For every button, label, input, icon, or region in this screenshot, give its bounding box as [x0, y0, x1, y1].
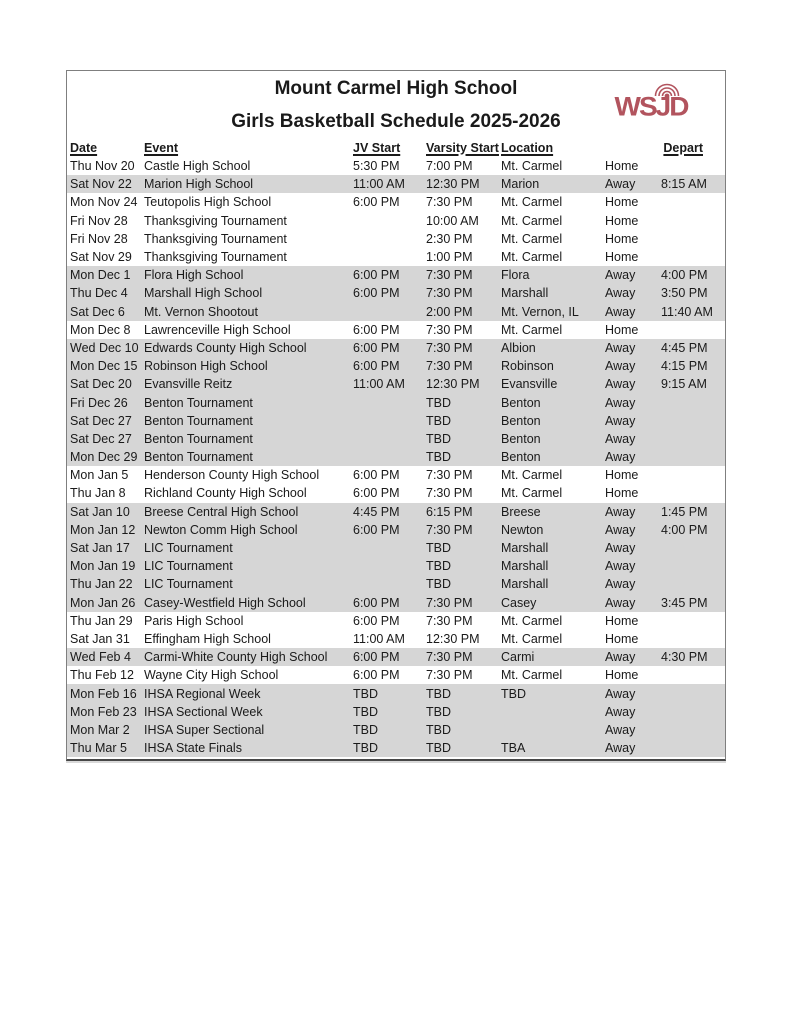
- cell-varsity-start: TBD: [426, 413, 451, 428]
- cell-home-away: Away: [605, 304, 636, 319]
- cell-event: Marion High School: [144, 177, 254, 192]
- cell-date: Sat Dec 27: [70, 431, 132, 446]
- table-row: [67, 357, 725, 375]
- cell-event: Benton Tournament: [144, 395, 253, 410]
- cell-location: Marion: [501, 177, 540, 192]
- cell-event: Paris High School: [144, 613, 244, 628]
- cell-home-away: Away: [605, 704, 636, 719]
- cell-location: Mt. Vernon, IL: [501, 304, 579, 319]
- cell-date: Thu Feb 12: [70, 668, 134, 683]
- cell-jv-start: 6:00 PM: [353, 322, 400, 337]
- cell-location: Mt. Carmel: [501, 159, 563, 174]
- table-row: [67, 248, 725, 266]
- cell-depart: 8:15 AM: [661, 177, 707, 192]
- cell-depart: 4:15 PM: [661, 359, 708, 374]
- cell-varsity-start: 2:30 PM: [426, 231, 473, 246]
- table-row: [67, 175, 725, 193]
- cell-home-away: Away: [605, 577, 636, 592]
- cell-location: Marshall: [501, 286, 549, 301]
- cell-varsity-start: TBD: [426, 686, 451, 701]
- cell-depart: 9:15 AM: [661, 377, 707, 392]
- cell-location: Mt. Carmel: [501, 213, 563, 228]
- cell-home-away: Home: [605, 668, 639, 683]
- cell-date: Wed Dec 10: [70, 340, 139, 355]
- logo-station-text: WSJD: [614, 91, 688, 122]
- cell-varsity-start: 7:30 PM: [426, 668, 473, 683]
- cell-date: Mon Dec 15: [70, 359, 138, 374]
- cell-jv-start: 6:00 PM: [353, 286, 400, 301]
- table-row: [67, 430, 725, 448]
- cell-event: Edwards County High School: [144, 340, 307, 355]
- cell-home-away: Away: [605, 541, 636, 556]
- cell-event: Casey-Westfield High School: [144, 595, 306, 610]
- cell-location: Marshall: [501, 559, 549, 574]
- cell-event: LIC Tournament: [144, 559, 233, 574]
- cell-jv-start: 6:00 PM: [353, 522, 400, 537]
- cell-date: Thu Mar 5: [70, 741, 127, 756]
- cell-varsity-start: 1:00 PM: [426, 250, 473, 265]
- cell-location: Newton: [501, 522, 544, 537]
- cell-jv-start: 6:00 PM: [353, 340, 400, 355]
- column-header-location: Location: [501, 140, 554, 155]
- cell-date: Mon Jan 26: [70, 595, 136, 610]
- cell-home-away: Home: [605, 213, 639, 228]
- cell-event: Breese Central High School: [144, 504, 299, 519]
- cell-home-away: Away: [605, 340, 636, 355]
- cell-home-away: Away: [605, 559, 636, 574]
- table-row: [67, 503, 725, 521]
- table-header: [67, 138, 725, 157]
- table-row: [67, 466, 725, 484]
- cell-home-away: Home: [605, 486, 639, 501]
- cell-date: Sat Dec 20: [70, 377, 132, 392]
- cell-location: Mt. Carmel: [501, 613, 563, 628]
- cell-varsity-start: TBD: [426, 450, 451, 465]
- table-row: [67, 630, 725, 648]
- schedule-title: Girls Basketball Schedule 2025-2026: [231, 111, 561, 132]
- cell-location: TBA: [501, 741, 526, 756]
- cell-jv-start: 6:00 PM: [353, 650, 400, 665]
- cell-home-away: Away: [605, 741, 636, 756]
- cell-location: Mt. Carmel: [501, 668, 563, 683]
- cell-home-away: Away: [605, 522, 636, 537]
- cell-jv-start: 11:00 AM: [353, 177, 405, 192]
- table-row: [67, 703, 725, 721]
- table-row: [67, 412, 725, 430]
- table-row: [67, 521, 725, 539]
- cell-date: Mon Jan 5: [70, 468, 129, 483]
- cell-event: Wayne City High School: [144, 668, 279, 683]
- cell-location: Flora: [501, 268, 530, 283]
- cell-date: Mon Feb 16: [70, 686, 137, 701]
- cell-event: Benton Tournament: [144, 450, 253, 465]
- school-title: Mount Carmel High School: [274, 78, 518, 99]
- table-row: [67, 230, 725, 248]
- cell-home-away: Home: [605, 631, 639, 646]
- cell-event: Lawrenceville High School: [144, 322, 291, 337]
- cell-varsity-start: 6:15 PM: [426, 504, 473, 519]
- cell-event: Effingham High School: [144, 631, 271, 646]
- cell-home-away: Home: [605, 613, 639, 628]
- table-row: [67, 684, 725, 702]
- cell-date: Sat Nov 29: [70, 250, 132, 265]
- cell-date: Fri Dec 26: [70, 395, 128, 410]
- cell-varsity-start: 10:00 AM: [426, 213, 479, 228]
- cell-date: Mon Dec 29: [70, 450, 138, 465]
- cell-jv-start: 6:00 PM: [353, 359, 400, 374]
- cell-depart: 11:40 AM: [661, 304, 713, 319]
- cell-event: Marshall High School: [144, 286, 263, 301]
- cell-home-away: Away: [605, 450, 636, 465]
- cell-event: LIC Tournament: [144, 577, 233, 592]
- cell-varsity-start: 7:30 PM: [426, 340, 473, 355]
- cell-jv-start: 5:30 PM: [353, 159, 400, 174]
- cell-depart: 1:45 PM: [661, 504, 708, 519]
- cell-varsity-start: TBD: [426, 559, 451, 574]
- cell-date: Thu Nov 20: [70, 159, 135, 174]
- cell-depart: 3:45 PM: [661, 595, 708, 610]
- table-row: [67, 557, 725, 575]
- cell-event: Flora High School: [144, 268, 244, 283]
- cell-jv-start: 6:00 PM: [353, 468, 400, 483]
- table-row: [67, 648, 725, 666]
- cell-jv-start: 6:00 PM: [353, 668, 400, 683]
- cell-varsity-start: TBD: [426, 541, 451, 556]
- schedule-document: [66, 70, 726, 761]
- cell-jv-start: TBD: [353, 722, 378, 737]
- table-row: [67, 612, 725, 630]
- table-row: [67, 594, 725, 612]
- cell-date: Fri Nov 28: [70, 213, 128, 228]
- cell-home-away: Away: [605, 595, 636, 610]
- table-row: [67, 484, 725, 502]
- cell-date: Mon Jan 19: [70, 559, 136, 574]
- cell-home-away: Away: [605, 359, 636, 374]
- cell-event: Carmi-White County High School: [144, 650, 328, 665]
- cell-home-away: Away: [605, 650, 636, 665]
- cell-event: IHSA State Finals: [144, 741, 242, 756]
- cell-varsity-start: TBD: [426, 577, 451, 592]
- cell-date: Sat Jan 10: [70, 504, 130, 519]
- cell-location: TBD: [501, 686, 526, 701]
- cell-varsity-start: 7:30 PM: [426, 613, 473, 628]
- cell-home-away: Home: [605, 159, 639, 174]
- table-row: [67, 393, 725, 411]
- table-row: [67, 575, 725, 593]
- cell-varsity-start: 12:30 PM: [426, 631, 480, 646]
- cell-home-away: Away: [605, 504, 636, 519]
- cell-home-away: Away: [605, 413, 636, 428]
- cell-date: Mon Mar 2: [70, 722, 130, 737]
- cell-event: Teutopolis High School: [144, 195, 272, 210]
- cell-event: Mt. Vernon Shootout: [144, 304, 258, 319]
- cell-varsity-start: 7:30 PM: [426, 522, 473, 537]
- cell-location: Carmi: [501, 650, 535, 665]
- cell-varsity-start: 7:30 PM: [426, 286, 473, 301]
- cell-home-away: Home: [605, 231, 639, 246]
- cell-event: Richland County High School: [144, 486, 307, 501]
- table-row: [67, 212, 725, 230]
- cell-home-away: Away: [605, 286, 636, 301]
- table-row: [67, 375, 725, 393]
- cell-home-away: Home: [605, 250, 639, 265]
- cell-event: Thanksgiving Tournament: [144, 250, 287, 265]
- cell-location: Marshall: [501, 577, 549, 592]
- wsjd-logo: [601, 81, 701, 139]
- cell-location: Mt. Carmel: [501, 195, 563, 210]
- cell-event: Newton Comm High School: [144, 522, 298, 537]
- cell-jv-start: 6:00 PM: [353, 486, 400, 501]
- cell-location: Benton: [501, 431, 541, 446]
- cell-date: Thu Jan 22: [70, 577, 133, 592]
- cell-location: Breese: [501, 504, 541, 519]
- cell-home-away: Away: [605, 686, 636, 701]
- cell-varsity-start: 12:30 PM: [426, 377, 480, 392]
- cell-varsity-start: 7:30 PM: [426, 195, 473, 210]
- table-row: [67, 539, 725, 557]
- cell-jv-start: TBD: [353, 704, 378, 719]
- cell-depart: 3:50 PM: [661, 286, 708, 301]
- cell-depart: 4:00 PM: [661, 268, 708, 283]
- cell-event: Henderson County High School: [144, 468, 320, 483]
- table-row: [67, 157, 725, 175]
- cell-date: Thu Jan 8: [70, 486, 126, 501]
- cell-location: Mt. Carmel: [501, 631, 563, 646]
- cell-home-away: Away: [605, 722, 636, 737]
- cell-home-away: Away: [605, 177, 636, 192]
- cell-jv-start: 11:00 AM: [353, 377, 405, 392]
- cell-event: Castle High School: [144, 159, 251, 174]
- cell-event: Benton Tournament: [144, 431, 253, 446]
- column-header-date: Date: [70, 140, 98, 155]
- table-row: [67, 284, 725, 302]
- cell-location: Mt. Carmel: [501, 322, 563, 337]
- cell-date: Sat Dec 6: [70, 304, 125, 319]
- cell-varsity-start: TBD: [426, 395, 451, 410]
- cell-jv-start: 6:00 PM: [353, 195, 400, 210]
- cell-location: Casey: [501, 595, 537, 610]
- cell-location: Albion: [501, 340, 536, 355]
- cell-date: Sat Nov 22: [70, 177, 132, 192]
- cell-varsity-start: 2:00 PM: [426, 304, 473, 319]
- cell-location: Mt. Carmel: [501, 468, 563, 483]
- cell-depart: 4:45 PM: [661, 340, 708, 355]
- cell-date: Thu Dec 4: [70, 286, 128, 301]
- cell-varsity-start: 7:30 PM: [426, 650, 473, 665]
- cell-date: Sat Jan 17: [70, 541, 130, 556]
- cell-depart: 4:30 PM: [661, 650, 708, 665]
- cell-varsity-start: TBD: [426, 741, 451, 756]
- cell-date: Mon Nov 24: [70, 195, 138, 210]
- cell-location: Marshall: [501, 541, 549, 556]
- cell-date: Mon Feb 23: [70, 704, 137, 719]
- cell-varsity-start: 7:30 PM: [426, 268, 473, 283]
- cell-home-away: Away: [605, 377, 636, 392]
- cell-varsity-start: 7:00 PM: [426, 159, 473, 174]
- cell-date: Sat Jan 31: [70, 631, 130, 646]
- cell-date: Wed Feb 4: [70, 650, 131, 665]
- cell-jv-start: 6:00 PM: [353, 268, 400, 283]
- cell-location: Benton: [501, 395, 541, 410]
- cell-location: Benton: [501, 450, 541, 465]
- cell-varsity-start: 7:30 PM: [426, 486, 473, 501]
- table-row: [67, 666, 725, 684]
- column-header-varsity-start: Varsity Start: [426, 140, 499, 155]
- cell-varsity-start: 12:30 PM: [426, 177, 480, 192]
- table-row: [67, 739, 725, 757]
- cell-date: Sat Dec 27: [70, 413, 132, 428]
- column-header-event: Event: [144, 140, 179, 155]
- table-row: [67, 303, 725, 321]
- cell-depart: 4:00 PM: [661, 522, 708, 537]
- table-row: [67, 448, 725, 466]
- table-row: [67, 339, 725, 357]
- cell-event: Thanksgiving Tournament: [144, 231, 287, 246]
- cell-home-away: Away: [605, 268, 636, 283]
- cell-event: LIC Tournament: [144, 541, 233, 556]
- cell-home-away: Away: [605, 395, 636, 410]
- cell-home-away: Home: [605, 468, 639, 483]
- cell-varsity-start: TBD: [426, 431, 451, 446]
- cell-location: Robinson: [501, 359, 554, 374]
- cell-event: IHSA Super Sectional: [144, 722, 265, 737]
- cell-event: Thanksgiving Tournament: [144, 213, 287, 228]
- table-row: [67, 193, 725, 211]
- cell-varsity-start: TBD: [426, 704, 451, 719]
- cell-event: IHSA Sectional Week: [144, 704, 263, 719]
- cell-varsity-start: 7:30 PM: [426, 595, 473, 610]
- cell-varsity-start: 7:30 PM: [426, 359, 473, 374]
- cell-home-away: Away: [605, 431, 636, 446]
- table-row: [67, 266, 725, 284]
- cell-jv-start: 6:00 PM: [353, 595, 400, 610]
- column-header-jv-start: JV Start: [353, 140, 401, 155]
- cell-location: Mt. Carmel: [501, 231, 563, 246]
- cell-date: Mon Dec 1: [70, 268, 131, 283]
- cell-event: Evansville Reitz: [144, 377, 233, 392]
- cell-date: Fri Nov 28: [70, 231, 128, 246]
- logo-frequency-badge: 100.5 FM: [610, 122, 689, 137]
- cell-event: Benton Tournament: [144, 413, 253, 428]
- cell-location: Benton: [501, 413, 541, 428]
- cell-date: Mon Dec 8: [70, 322, 131, 337]
- cell-location: Mt. Carmel: [501, 486, 563, 501]
- cell-event: IHSA Regional Week: [144, 686, 261, 701]
- cell-event: Robinson High School: [144, 359, 268, 374]
- cell-jv-start: 11:00 AM: [353, 631, 405, 646]
- cell-date: Mon Jan 12: [70, 522, 136, 537]
- cell-varsity-start: 7:30 PM: [426, 322, 473, 337]
- cell-location: Evansville: [501, 377, 558, 392]
- cell-varsity-start: 7:30 PM: [426, 468, 473, 483]
- cell-date: Thu Jan 29: [70, 613, 133, 628]
- cell-varsity-start: TBD: [426, 722, 451, 737]
- column-header-depart: Depart: [663, 140, 703, 155]
- cell-jv-start: 6:00 PM: [353, 613, 400, 628]
- cell-jv-start: TBD: [353, 686, 378, 701]
- cell-home-away: Home: [605, 322, 639, 337]
- cell-location: Mt. Carmel: [501, 250, 563, 265]
- table-row: [67, 321, 725, 339]
- cell-home-away: Home: [605, 195, 639, 210]
- cell-jv-start: 4:45 PM: [353, 504, 400, 519]
- cell-jv-start: TBD: [353, 741, 378, 756]
- table-row: [67, 721, 725, 739]
- table-body: [67, 157, 725, 757]
